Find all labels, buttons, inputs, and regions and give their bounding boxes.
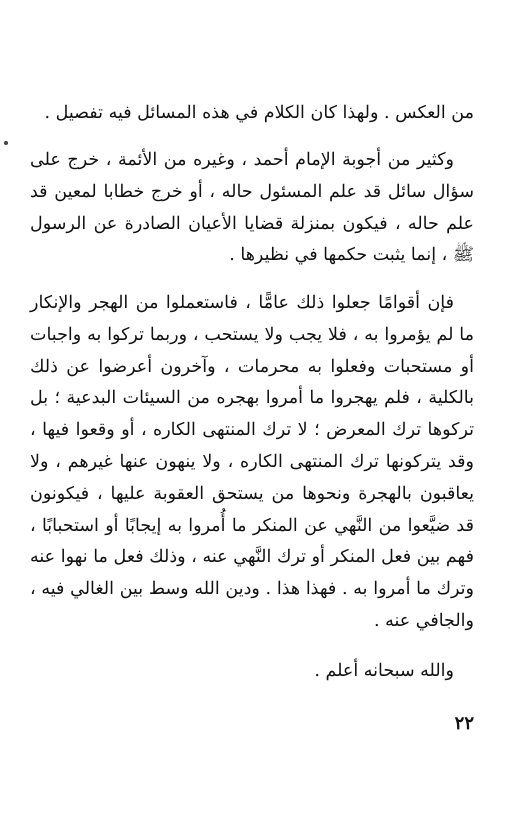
paragraph-2 — [30, 145, 474, 272]
margin-mark — [4, 141, 8, 145]
paragraph-1 — [30, 98, 474, 130]
paragraph-3-text: فإن أقوامًا جعلوا ذلك عامًّا ، فاستعملوا من الهجر والإنكار ما لم يؤمروا به ، فلا يجب ولا يستحب ، وربما تركوا به واجبات أو مستحبات وفعلوا به محرمات ، وآخرون أعرضوا عن ذلك بالكلية ، فلم يهجروا ما أمروا بهجره من السيئات البدعية ؛ بل تركوها ترك المعرض ؛ لا ترك المنتهى الكاره ، أو وقعوا فيها ، وقد يتركونها ترك المنتهى الكاره ، ولا ينهون عنها غيرهم ، ولا يعاقبون بالهجرة ونحوها من يستحق العقوبة عليها ، فيكونون قد ضيَّعوا من النَّهي عن المنكر ما أُمروا به إيجابًا أو استحبابًا ، فهم بين فعل المنكر أو ترك النَّهي عنه ، وذلك فعل ما نهوا عنه وترك ما أمروا به . فهذا هذا . ودين الله وسط بين الغالي فيه ، والجافي عنه . — [30, 293, 474, 631]
paragraph-3 — [30, 288, 474, 638]
paragraph-1-text: من العكس . ولهذا كان الكلام في هذه المسائل فيه تفصيل . — [44, 103, 474, 123]
page-number: ٢٢ — [454, 713, 474, 734]
paragraph-4 — [30, 656, 474, 688]
paragraph-2-text: وكثير من أجوبة الإمام أحمد ، وغيره من الأئمة ، خرج على سؤال سائل قد علم المسئول حاله ، أو خرج خطابا لمعين قد علم حاله ، فيكون بمنزلة قضايا الأعيان الصادرة عن الرسول ﷺ ، إنما يثبت حكمها في نظيرها . — [30, 150, 474, 266]
paragraph-4-text: والله سبحانه أعلم . — [314, 661, 454, 681]
